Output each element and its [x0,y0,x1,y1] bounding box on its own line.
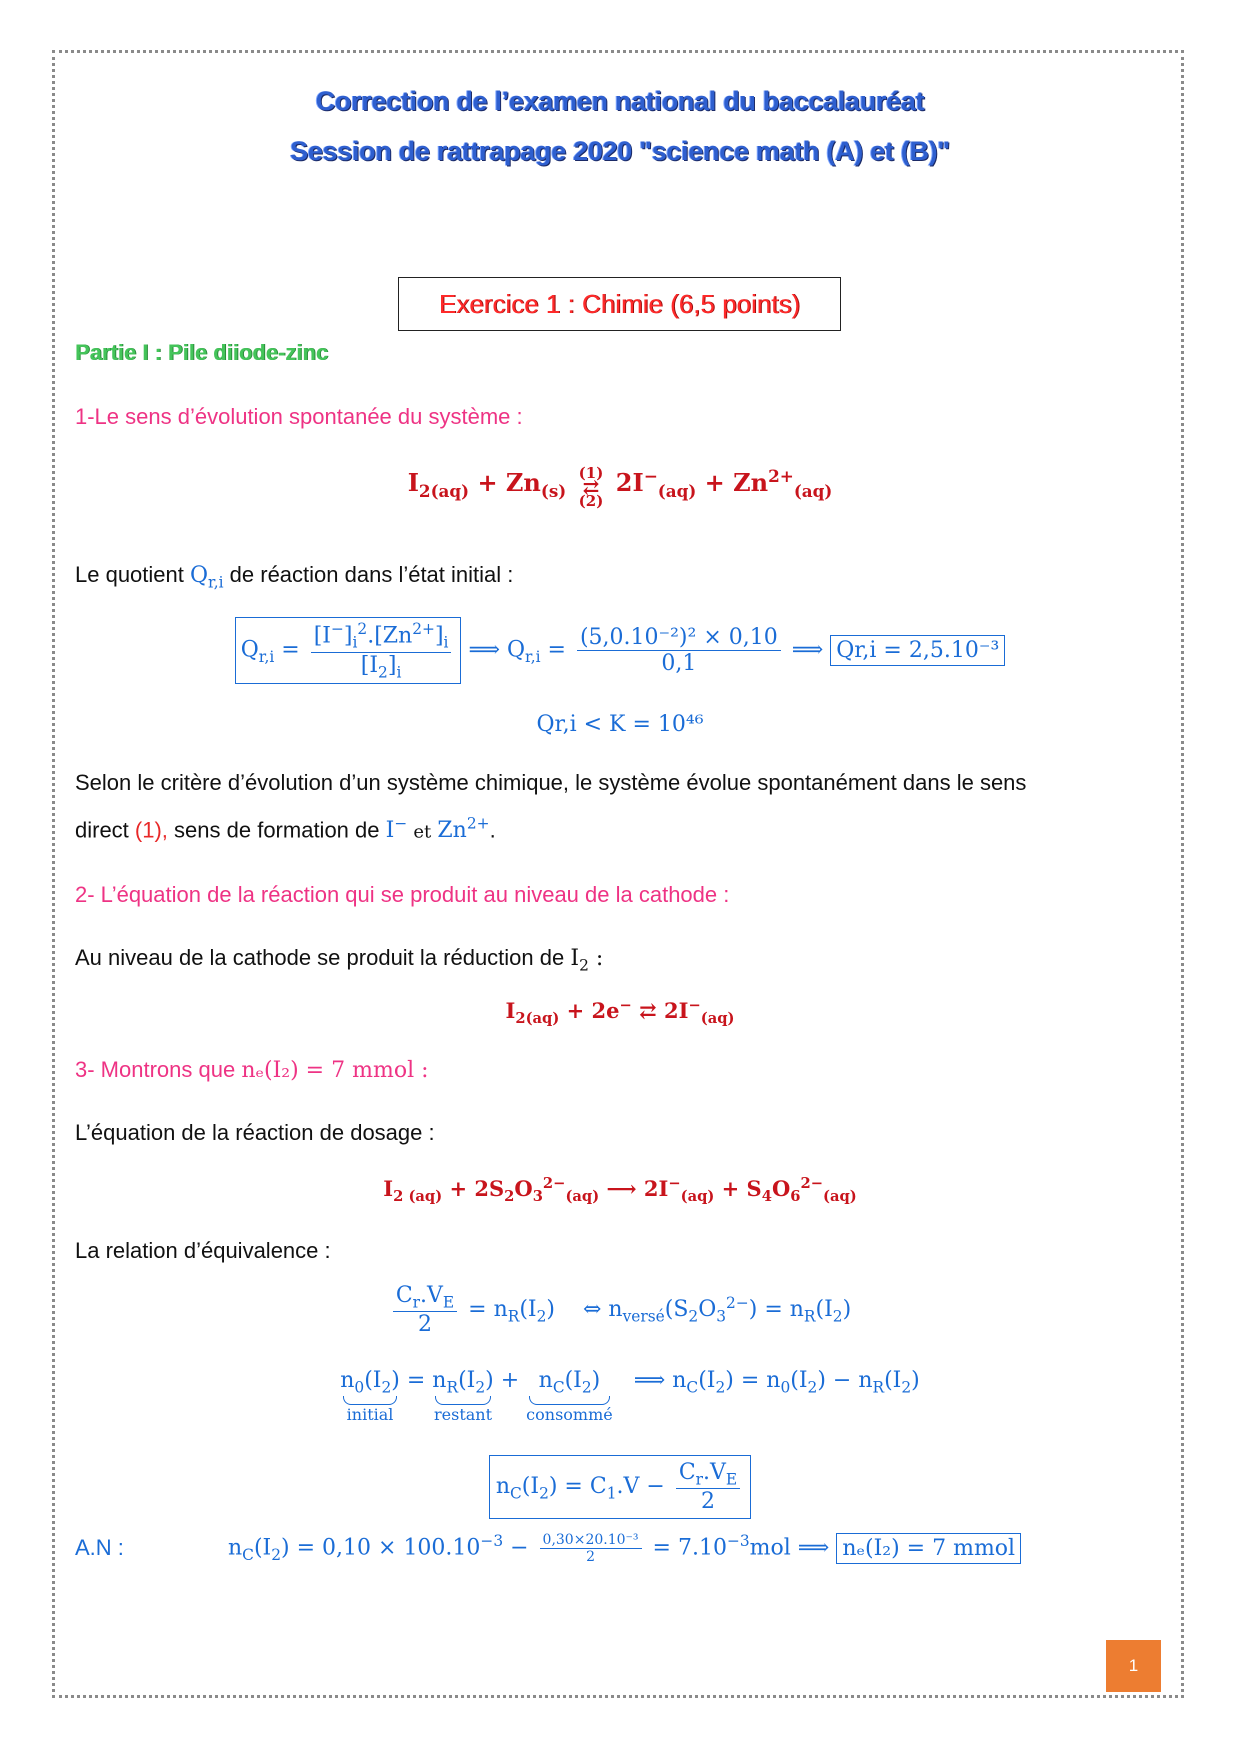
cathode-text-label: Au niveau de la cathode se produit la réduction de [75,945,565,970]
an-fraction-denominator: 2 [586,1549,595,1565]
page-title: Correction de l’examen national du baccalauréat [315,86,925,116]
cathode-text: Au niveau de la cathode se produit la réduction de $I_2$ : [75,945,604,975]
conclusion-line-2: direct (1), sens de formation de I− et $Zn^{2+}$. [75,815,496,844]
an-result: nₑ(I₂) = 7 mmol [836,1533,1021,1564]
mole-balance: $n_0(I_2)$ initial = $n_R(I_2)$ restant + $n_C(I_2)$ consommé ⟹ $n_C(I_2) = n_0(I_2) - n_R(I_2)$ [340,1368,920,1425]
arrow-top-label: (1) [578,464,604,482]
an-label: A.N : [75,1535,124,1560]
dosage-intro: L’équation de la réaction de dosage : [75,1120,435,1145]
label-consomme: consommé [526,1405,613,1425]
conclusion-formation: sens de formation de [174,817,380,843]
page-number: 1 [1106,1640,1161,1692]
exercise-title: Exercice 1 : Chimie (6,5 points) [398,277,841,331]
an-calculation: $n_C(I_2) = 0,10 \times 100.10^{-3}$ − $\frac{\text{0,30×20.10⁻³}}{2}$ = $7.10^{-3}mol$ ⟹ nₑ(I₂) = 7 mmol [228,1532,1021,1565]
question-3-heading-math: nₑ(I₂) = 7 mmol : [241,1058,429,1083]
cathode-equation: $I_{2(aq)} + 2e^-$ ⇄ $2I^-_{(aq)}$ [505,997,735,1028]
conclusion-direct: direct [75,817,129,843]
question-2-heading: 2- L’équation de la réaction qui se produit au niveau de la cathode : [75,882,730,907]
question-1-heading: 1-Le sens d’évolution spontanée du système : [75,404,523,429]
quotient-an-numerator: (5,0.10⁻²)² × 0,10 [577,625,781,651]
arrow-bottom-label: (2) [578,492,604,510]
equivalence-intro: La relation d’équivalence : [75,1238,331,1263]
dosage-equation: $I_{2 (aq)} + 2S_2O_3^{2-}_{(aq)}$ ⟶ $2I^-_{(aq)} + S_4O_6^{2-}_{(aq)}$ [383,1175,857,1206]
quotient-intro-text: Le quotient [75,562,184,587]
quotient-intro: Le quotient $Q_{r,i}$ de réaction dans l’état initial : [75,562,514,592]
question-3-heading [75,1057,429,1083]
equivalence-relation: $\frac{C_r.V_E}{2}$ = $n_R(I_2)$ ⇔ $n_{versé}(S_2O_3^{2-}) = n_R(I_2)$ [0,1283,1240,1337]
conclusion-sens: (1), [134,817,168,843]
quotient-formula: $Q_{r,i}$ = $\frac{[I^-]_i^2.[Zn^{2+}]_i}{[I_2]_i}$ ⟹ $Q_{r,i}$ = $\frac{\text{(5,0.10⁻²)² × 0,10}}{0,1}$ ⟹ Qr,i = 2,5.10⁻³ [0,617,1240,684]
quotient-result: Qr,i = 2,5.10⁻³ [830,635,1005,666]
conclusion-line-1: Selon le critère d’évolution d’un système chimique, le système évolue spontanément dans le sens [75,770,1027,795]
reaction-equation: $I_{2(aq)} + Zn_{(s)}$ (1) ⇄ (2) $2I^-_{(aq)} + Zn^{2+}_{(aq)}$ [407,464,833,510]
page-subtitle: Session de rattrapage 2020 "science math (A) et (B)" [290,136,950,166]
partie-heading: Partie I : Pile diiode-zinc [75,340,329,365]
quotient-an-denominator: 0,1 [661,651,697,677]
consumed-formula: $n_C(I_2) = C_1.V$ − $\frac{C_r.V_E}{2}$ [0,1455,1240,1519]
question-3-heading-text: 3- Montrons que [75,1057,236,1082]
label-restant: restant [434,1405,493,1425]
quotient-intro-text-2: de réaction dans l’état initial : [229,562,514,587]
label-initial: initial [346,1405,394,1425]
quotient-comparison: Qr,i < K = 10⁴⁶ [536,712,704,737]
conclusion-et: et [413,821,432,843]
an-fraction-numerator: 0,30×20.10⁻³ [540,1532,642,1549]
